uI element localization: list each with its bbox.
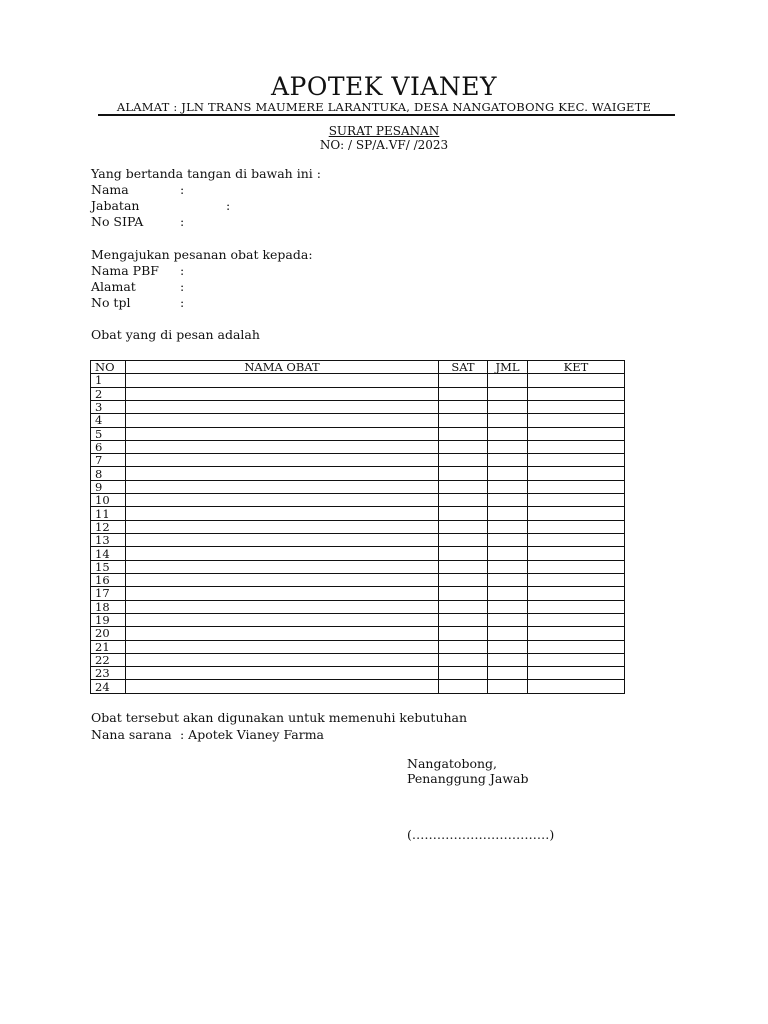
table-row [91, 494, 625, 507]
row-jml [488, 507, 528, 520]
row-ket [528, 467, 625, 480]
row-nama-obat [126, 667, 439, 680]
row-sat [439, 494, 488, 507]
row-nama-obat [126, 374, 439, 387]
row-jml [488, 627, 528, 640]
row-number: 22 [91, 653, 126, 666]
row-sat [439, 627, 488, 640]
row-ket [528, 547, 625, 560]
table-row [91, 427, 625, 440]
row-number: 18 [91, 600, 126, 613]
row-number: 4 [91, 414, 126, 427]
pharmacy-address: ALAMAT : JLN TRANS MAUMERE LARANTUKA, DESA NANGATOBONG KEC. WAIGETE [116, 100, 652, 114]
row-sat [439, 547, 488, 560]
row-jml [488, 387, 528, 400]
row-sat [439, 680, 488, 694]
table-row [91, 600, 625, 613]
alamat-colon: : [180, 279, 185, 294]
row-ket [528, 507, 625, 520]
table-row [91, 520, 625, 533]
row-number: 5 [91, 427, 126, 440]
sarana-value: : Apotek Vianey Farma [180, 727, 325, 742]
row-nama-obat [126, 387, 439, 400]
row-jml [488, 480, 528, 493]
row-sat [439, 467, 488, 480]
header-jml: JML [488, 361, 528, 374]
alamat-label: Alamat [91, 279, 136, 294]
row-ket [528, 520, 625, 533]
row-sat [439, 640, 488, 653]
row-sat [439, 520, 488, 533]
row-ket [528, 414, 625, 427]
pbf-label: Nama PBF [91, 263, 159, 278]
row-sat [439, 600, 488, 613]
row-ket [528, 440, 625, 453]
row-jml [488, 414, 528, 427]
row-nama-obat [126, 400, 439, 413]
row-number: 9 [91, 480, 126, 493]
row-nama-obat [126, 587, 439, 600]
header-nama-obat: NAMA OBAT [126, 361, 439, 374]
row-sat [439, 587, 488, 600]
document-title: SURAT PESANAN [328, 124, 440, 138]
row-jml [488, 427, 528, 440]
row-ket [528, 534, 625, 547]
header-ket: KET [528, 361, 625, 374]
table-row [91, 667, 625, 680]
row-jml [488, 680, 528, 694]
row-number: 7 [91, 454, 126, 467]
table-row [91, 467, 625, 480]
row-number: 23 [91, 667, 126, 680]
row-sat [439, 400, 488, 413]
row-jml [488, 400, 528, 413]
row-nama-obat [126, 600, 439, 613]
row-sat [439, 613, 488, 626]
row-number: 24 [91, 680, 126, 694]
row-jml [488, 520, 528, 533]
signer-intro: Yang bertanda tangan di bawah ini : [91, 166, 321, 181]
row-jml [488, 374, 528, 387]
header-no: NO [91, 361, 126, 374]
row-nama-obat [126, 680, 439, 694]
row-number: 15 [91, 560, 126, 573]
row-jml [488, 494, 528, 507]
supplier-intro: Mengajukan pesanan obat kepada: [91, 247, 313, 262]
table-row [91, 653, 625, 666]
row-ket [528, 573, 625, 586]
row-ket [528, 480, 625, 493]
row-number: 11 [91, 507, 126, 520]
table-row [91, 613, 625, 626]
table-row [91, 440, 625, 453]
nama-colon: : [180, 182, 185, 197]
row-number: 13 [91, 534, 126, 547]
table-row [91, 374, 625, 387]
row-jml [488, 613, 528, 626]
row-number: 19 [91, 613, 126, 626]
row-sat [439, 440, 488, 453]
row-sat [439, 387, 488, 400]
table-row [91, 573, 625, 586]
row-ket [528, 667, 625, 680]
row-number: 21 [91, 640, 126, 653]
row-ket [528, 680, 625, 694]
table-row [91, 507, 625, 520]
row-number: 14 [91, 547, 126, 560]
document-number: NO: / SP/A.VF/ /2023 [319, 138, 449, 152]
row-ket [528, 613, 625, 626]
row-jml [488, 454, 528, 467]
row-ket [528, 560, 625, 573]
row-jml [488, 640, 528, 653]
row-number: 2 [91, 387, 126, 400]
row-nama-obat [126, 507, 439, 520]
row-number: 8 [91, 467, 126, 480]
row-sat [439, 374, 488, 387]
table-row [91, 560, 625, 573]
header-divider [98, 114, 675, 116]
row-ket [528, 400, 625, 413]
table-row [91, 480, 625, 493]
sipa-label: No SIPA [91, 214, 144, 229]
tpl-label: No tpl [91, 295, 131, 310]
table-row [91, 400, 625, 413]
table-row [91, 627, 625, 640]
row-number: 3 [91, 400, 126, 413]
row-sat [439, 507, 488, 520]
row-nama-obat [126, 547, 439, 560]
table-row [91, 680, 625, 694]
signing-place: Nangatobong, [407, 756, 497, 771]
table-row [91, 534, 625, 547]
order-table [90, 360, 625, 694]
row-number: 20 [91, 627, 126, 640]
table-row [91, 454, 625, 467]
table-row [91, 587, 625, 600]
row-number: 16 [91, 573, 126, 586]
row-nama-obat [126, 480, 439, 493]
row-number: 10 [91, 494, 126, 507]
table-row [91, 414, 625, 427]
row-nama-obat [126, 520, 439, 533]
row-ket [528, 587, 625, 600]
row-jml [488, 467, 528, 480]
row-number: 6 [91, 440, 126, 453]
row-ket [528, 640, 625, 653]
order-intro: Obat yang di pesan adalah [91, 327, 260, 342]
pharmacy-name: APOTEK VIANEY [270, 72, 498, 101]
row-sat [439, 414, 488, 427]
row-sat [439, 653, 488, 666]
row-ket [528, 427, 625, 440]
tpl-colon: : [180, 295, 185, 310]
row-ket [528, 627, 625, 640]
row-nama-obat [126, 560, 439, 573]
row-nama-obat [126, 653, 439, 666]
table-row [91, 640, 625, 653]
row-jml [488, 440, 528, 453]
row-nama-obat [126, 627, 439, 640]
header-sat: SAT [439, 361, 488, 374]
row-ket [528, 600, 625, 613]
row-sat [439, 480, 488, 493]
row-jml [488, 534, 528, 547]
row-nama-obat [126, 427, 439, 440]
row-jml [488, 547, 528, 560]
nama-label: Nama [91, 182, 129, 197]
row-sat [439, 560, 488, 573]
row-number: 17 [91, 587, 126, 600]
row-jml [488, 587, 528, 600]
row-jml [488, 667, 528, 680]
row-number: 12 [91, 520, 126, 533]
row-ket [528, 387, 625, 400]
row-sat [439, 534, 488, 547]
row-sat [439, 573, 488, 586]
row-sat [439, 454, 488, 467]
row-nama-obat [126, 573, 439, 586]
row-ket [528, 374, 625, 387]
row-ket [528, 454, 625, 467]
row-jml [488, 560, 528, 573]
jabatan-colon: : [226, 198, 231, 213]
row-sat [439, 667, 488, 680]
table-header-row [91, 361, 625, 374]
row-jml [488, 573, 528, 586]
pbf-colon: : [180, 263, 185, 278]
sarana-label: Nana sarana [91, 727, 172, 742]
row-ket [528, 653, 625, 666]
row-nama-obat [126, 534, 439, 547]
table-row [91, 387, 625, 400]
row-nama-obat [126, 440, 439, 453]
row-jml [488, 653, 528, 666]
row-nama-obat [126, 494, 439, 507]
purpose-text: Obat tersebut akan digunakan untuk memenuhi kebutuhan [91, 710, 468, 725]
row-nama-obat [126, 454, 439, 467]
row-sat [439, 427, 488, 440]
signature-line: (……………………………) [407, 827, 555, 842]
row-nama-obat [126, 640, 439, 653]
row-nama-obat [126, 414, 439, 427]
table-row [91, 547, 625, 560]
row-jml [488, 600, 528, 613]
row-nama-obat [126, 467, 439, 480]
signer-role: Penanggung Jawab [407, 771, 529, 786]
row-nama-obat [126, 613, 439, 626]
row-number: 1 [91, 374, 126, 387]
sipa-colon: : [180, 214, 185, 229]
jabatan-label: Jabatan [91, 198, 140, 213]
row-ket [528, 494, 625, 507]
